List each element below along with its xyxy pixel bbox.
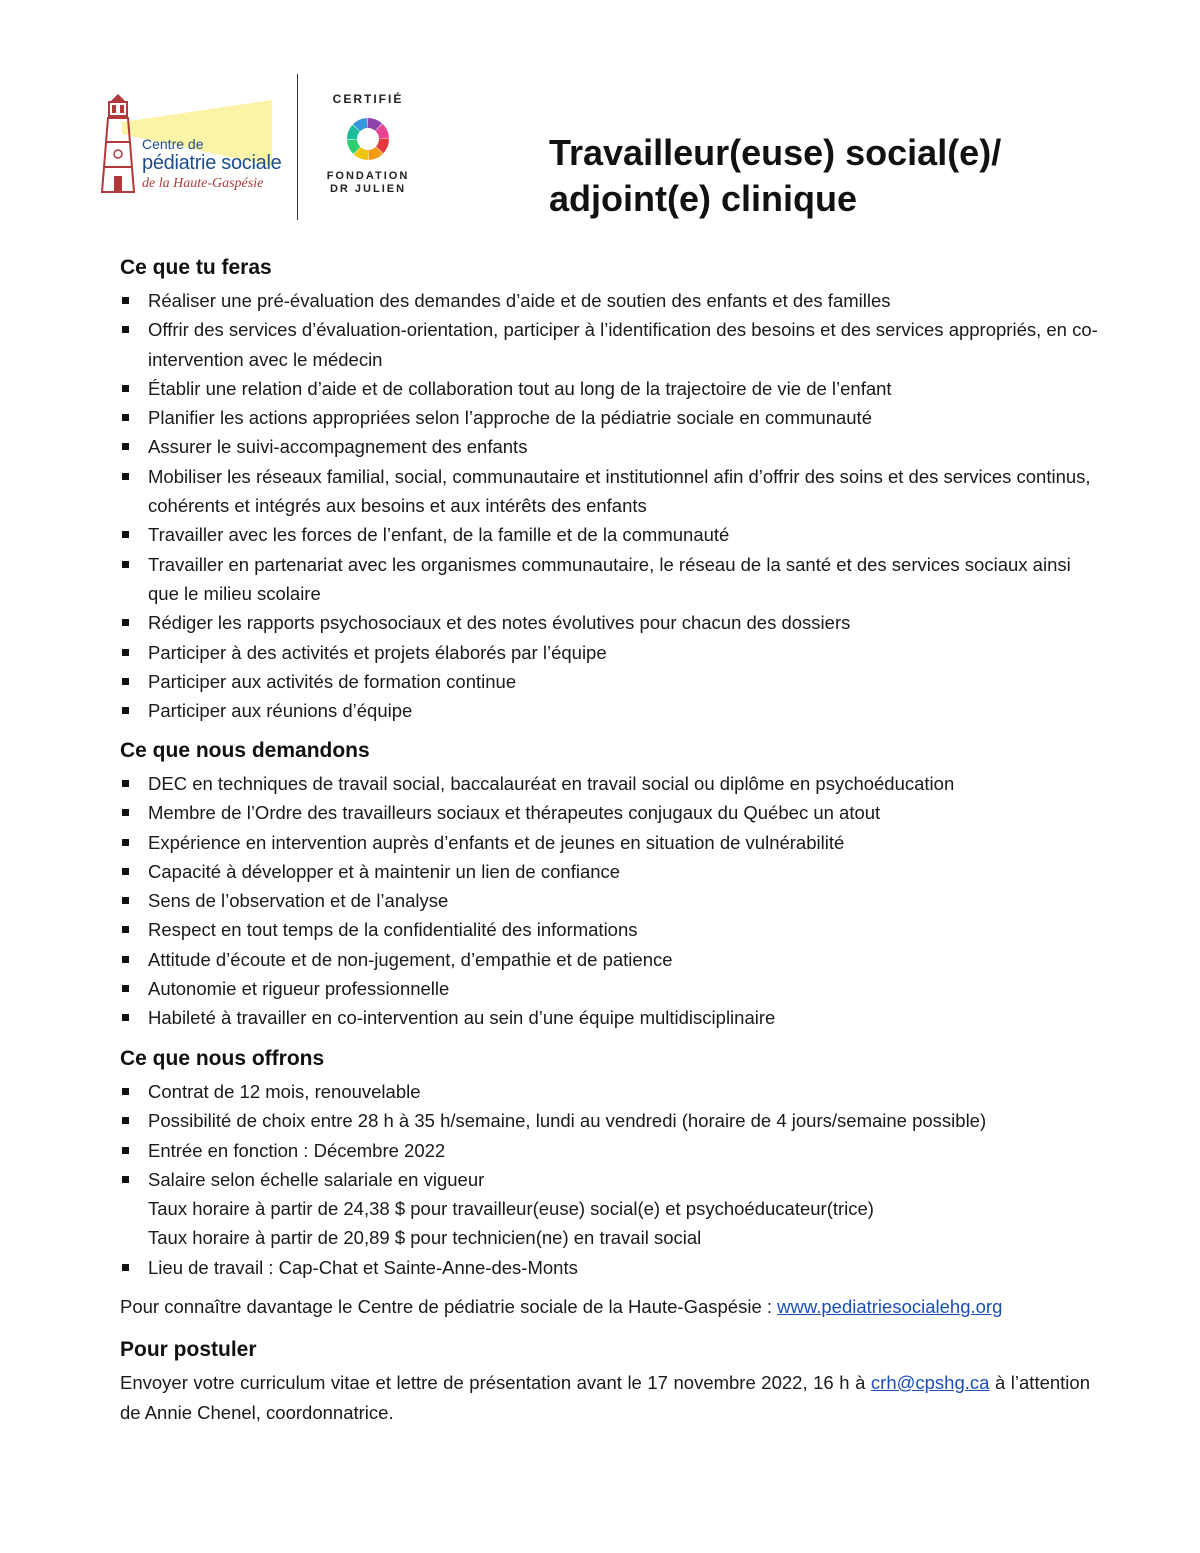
bullet-icon [122,868,129,875]
list-item: Attitude d’écoute et de non-jugement, d’empathie et de patience [120,945,1100,974]
list-item: Expérience en intervention auprès d’enfants et de jeunes en situation de vulnérabilité [120,828,1100,857]
bullet-icon [122,326,129,333]
bullet-icon [122,414,129,421]
bullet-icon [122,1088,129,1095]
section-ce-que-nous-offrons [120,1045,1100,1282]
section-heading: Ce que nous demandons [120,739,370,762]
certified-label: CERTIFIÉ [332,92,404,106]
logo-line-3: de la Haute-Gaspésie [142,176,264,191]
fondation-dr-julien-logo [318,92,418,204]
bullet-icon [122,1014,129,1021]
list-item: Lieu de travail : Cap-Chat et Sainte-Anne-des-Monts [120,1253,1100,1282]
logo-line-2: pédiatrie sociale [142,152,282,174]
offer-list [120,1077,1100,1282]
apply-text-after: à l’attention de Annie Chenel, coordonnatrice. [120,1372,1090,1423]
bullet-icon [122,956,129,963]
lighthouse-icon [98,92,138,194]
list-item: Participer aux activités de formation continue [120,667,1100,696]
list-item: Travailler en partenariat avec les organismes communautaire, le réseau de la santé et des services sociaux ainsi que le milieu scolaire [120,550,1100,609]
list-item: DEC en techniques de travail social, baccalauréat en travail social ou diplôme en psychoéducation [120,769,1100,798]
bullet-icon [122,926,129,933]
list-item: Membre de l’Ordre des travailleurs sociaux et thérapeutes conjugaux du Québec un atout [120,798,1100,827]
list-item: Entrée en fonction : Décembre 2022 [120,1136,1100,1165]
bullet-icon [122,1117,129,1124]
centre-pediatrie-logo [98,92,280,202]
fondation-line-1: FONDATION [326,170,410,182]
bullet-icon [122,385,129,392]
list-item: Travailler avec les forces de l’enfant, de la famille et de la communauté [120,520,1100,549]
salary-rate-line: Taux horaire à partir de 24,38 $ pour travailleur(euse) social(e) et psychoéducateur(trice) [148,1198,874,1220]
list-item: Mobiliser les réseaux familial, social, communautaire et institutionnel afin d’offrir des soins et des services continus, cohérents et intégrés aux besoins et aux intérêts des enfants [120,462,1100,521]
bullet-icon [122,897,129,904]
bullet-icon [122,678,129,685]
job-title [549,130,1109,222]
section-heading: Ce que nous offrons [120,1047,325,1070]
bullet-icon [122,561,129,568]
list-item: Rédiger les rapports psychosociaux et des notes évolutives pour chacun des dossiers [120,608,1100,637]
bullet-icon [122,707,129,714]
bullet-icon [122,839,129,846]
list-item: Établir une relation d’aide et de collaboration tout au long de la trajectoire de vie de l’enfant [120,374,1100,403]
bullet-icon [122,443,129,450]
section-ce-que-nous-demandons [120,737,1100,1033]
requirements-list [120,769,1100,1033]
info-paragraph [120,1292,1090,1322]
list-item: Autonomie et rigueur professionnelle [120,974,1100,1003]
list-item: Respect en tout temps de la confidentialité des informations [120,915,1100,944]
fondation-line-2: DR JULIEN [329,183,407,195]
list-item: Capacité à développer et à maintenir un lien de confiance [120,857,1100,886]
colorful-ring-icon [343,114,393,164]
job-title-line-2: adjoint(e) clinique [549,178,858,219]
list-item: Participer à des activités et projets élaborés par l’équipe [120,638,1100,667]
list-item: Possibilité de choix entre 28 h à 35 h/semaine, lundi au vendredi (horaire de 4 jours/semaine possible) [120,1106,1100,1135]
section-pour-postuler [120,1336,1100,1364]
list-item: Planifier les actions appropriées selon l’approche de la pédiatrie sociale en communauté [120,403,1100,432]
bullet-icon [122,809,129,816]
list-item: Salaire selon échelle salariale en vigueur Taux horaire à partir de 24,38 $ pour travailleur(euse) social(e) et psychoéducateur(trice) Taux horaire à partir de 20,89 $ pour technicien(ne) en travail social [120,1165,1100,1253]
bullet-icon [122,473,129,480]
bullet-icon [122,780,129,787]
section-ce-que-tu-feras [120,254,1100,725]
bullet-icon [122,1176,129,1183]
job-title-line-1: Travailleur(euse) social(e)/ [549,132,1002,173]
bullet-icon [122,619,129,626]
email-link[interactable]: crh@cpshg.ca [870,1372,990,1393]
bullet-icon [122,1147,129,1154]
list-item: Habileté à travailler en co-intervention au sein d’une équipe multidisciplinaire [120,1003,1100,1032]
bullet-icon [122,985,129,992]
task-list [120,286,1100,725]
document-header [0,0,1200,240]
logo-line-1: Centre de [142,136,204,152]
apply-paragraph [120,1368,1090,1428]
bullet-icon [122,531,129,538]
section-heading: Ce que tu feras [120,256,272,279]
bullet-icon [122,297,129,304]
list-item: Contrat de 12 mois, renouvelable [120,1077,1100,1106]
list-item: Sens de l’observation et de l’analyse [120,886,1100,915]
salary-rate-line: Taux horaire à partir de 20,89 $ pour technicien(ne) en travail social [148,1227,702,1249]
list-item: Offrir des services d’évaluation-orientation, participer à l’identification des besoins et des services appropriés, en co-intervention avec le médecin [120,315,1100,374]
logo-divider [297,74,298,220]
bullet-icon [122,649,129,656]
website-link[interactable]: www.pediatriesocialehg.org [777,1296,1003,1317]
section-heading: Pour postuler [120,1338,257,1361]
apply-text: Envoyer votre curriculum vitae et lettre de présentation avant le 17 novembre 2022, 16 h à [120,1372,871,1393]
list-item: Assurer le suivi-accompagnement des enfants [120,432,1100,461]
info-text: Pour connaître davantage le Centre de pédiatrie sociale de la Haute-Gaspésie : [120,1296,778,1317]
list-item: Réaliser une pré-évaluation des demandes d’aide et de soutien des enfants et des familles [120,286,1100,315]
list-item: Participer aux réunions d’équipe [120,696,1100,725]
bullet-icon [122,1264,129,1271]
